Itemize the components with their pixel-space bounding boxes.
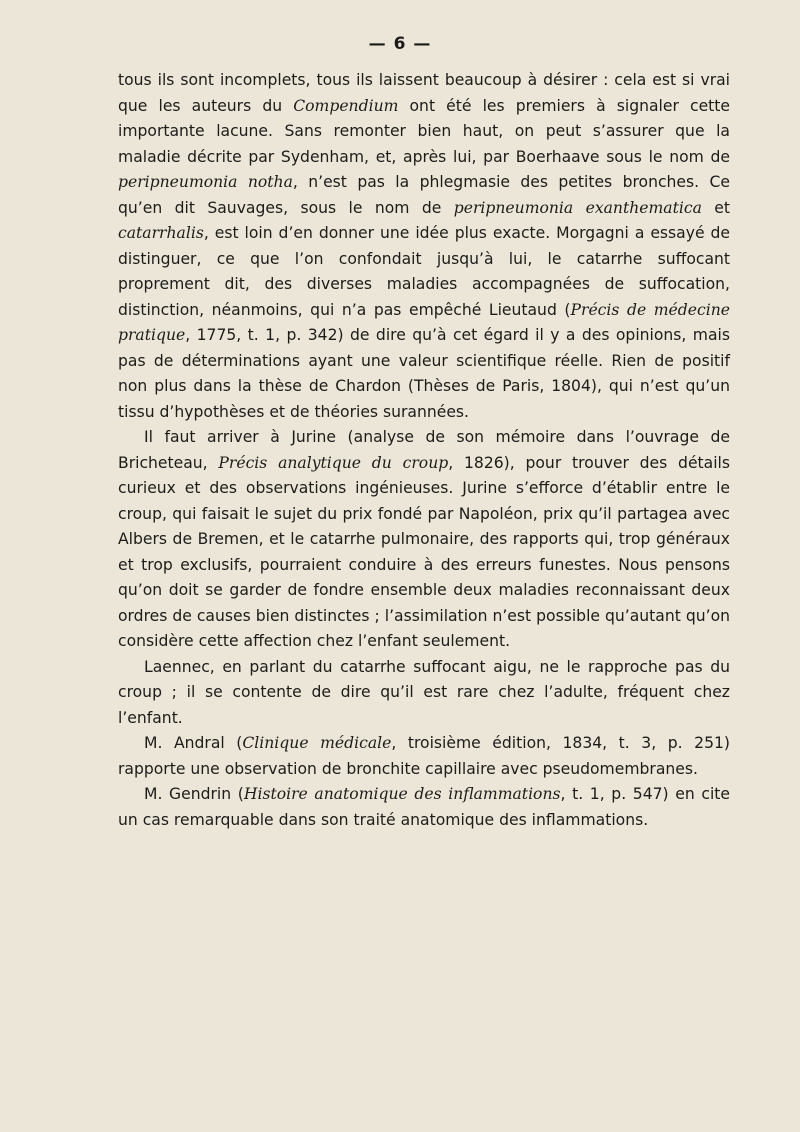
text-segment: M. Andral ( bbox=[144, 734, 243, 752]
italic-title: catarrhalis bbox=[118, 224, 204, 242]
text-segment: , troisième édition, 1834, t. 3, p. 251) rapporte une observation de bronchite capillaire avec pseudomembranes. bbox=[118, 734, 730, 778]
paragraph bbox=[118, 731, 730, 782]
italic-title: peripneumonia notha bbox=[118, 173, 293, 191]
italic-title: Compendium bbox=[293, 96, 399, 115]
italic-title: peripneumonia exanthematica bbox=[453, 198, 702, 217]
paragraph bbox=[118, 782, 730, 833]
text-body bbox=[118, 68, 730, 833]
italic-title: Précis analytique du croup bbox=[218, 453, 449, 472]
italic-title: Précis de médecine pratique bbox=[118, 300, 730, 344]
paragraph bbox=[118, 655, 730, 732]
text-segment: , t. 1, p. 547) en cite un cas remarquable dans son traité anatomique des inflammations. bbox=[118, 785, 730, 829]
italic-title: Clinique médicale bbox=[242, 734, 392, 752]
text-segment: , 1775, t. 1, p. 342) de dire qu’à cet égard il y a des opinions, mais pas de déterminations ayant une valeur scientifique réelle. Rien de positif non plus dans la thèse de Chardon (Thèses de Paris, 1804), qui n’est qu’un tissu d’hypothèses et de théories surannées. bbox=[118, 326, 730, 421]
text-segment: , 1826), pour trouver des détails curieux et des observations ingénieuses. Jurine s’efforce d’établir entre le croup, qui faisait le sujet du prix fondé par Napoléon, prix qu’il partagea avec Albers de Bremen, et le catarrhe pulmonaire, des rapports qui, trop généraux et trop exclusifs, pourraient conduire à des erreurs funestes. Nous pensons qu’on doit se garder de fondre ensemble deux maladies reconnaissant deux ordres de causes bien distinctes ; l’assimilation n’est possible qu’autant qu’on considère cette affection chez l’enfant seulement. bbox=[118, 453, 730, 650]
text-segment: M. Gendrin ( bbox=[144, 785, 244, 803]
paragraph bbox=[118, 68, 730, 425]
text-segment: , est loin d’en donner une idée plus exacte. Morgagni a essayé de distinguer, ce que l’on confondait jusqu’à lui, le catarrhe suffocant proprement dit, des diverses maladies accompagnées de suffocation, distinction, néanmoins, qui n’a pas empêché Lieutaud ( bbox=[118, 224, 730, 319]
text-segment: , n’est pas la phlegmasie des petites bronches. Ce qu’en dit Sauvages, sous le nom de bbox=[118, 173, 730, 217]
page-number: — 6 — bbox=[368, 34, 432, 54]
text-segment: tous ils sont incomplets, tous ils laissent beaucoup à désirer : cela est si vrai que les auteurs du bbox=[118, 71, 730, 115]
text-segment: ont été les premiers à signaler cette importante lacune. Sans remonter bien haut, on peut s’assurer que la maladie décrite par Sydenham, et, après lui, par Boerhaave sous le nom de bbox=[118, 96, 730, 166]
text-segment: Il faut arriver à Jurine (analyse de son mémoire dans l’ouvrage de Bricheteau, bbox=[118, 428, 730, 472]
paragraph bbox=[118, 425, 730, 655]
text-segment: Laennec, en parlant du catarrhe suffocant aigu, ne le rapproche pas du croup ; il se contente de dire qu’il est rare chez l’adulte, fréquent chez l’enfant. bbox=[118, 657, 730, 727]
italic-title: Histoire anatomique des inflammations bbox=[243, 785, 561, 803]
text-segment: et bbox=[701, 198, 730, 217]
